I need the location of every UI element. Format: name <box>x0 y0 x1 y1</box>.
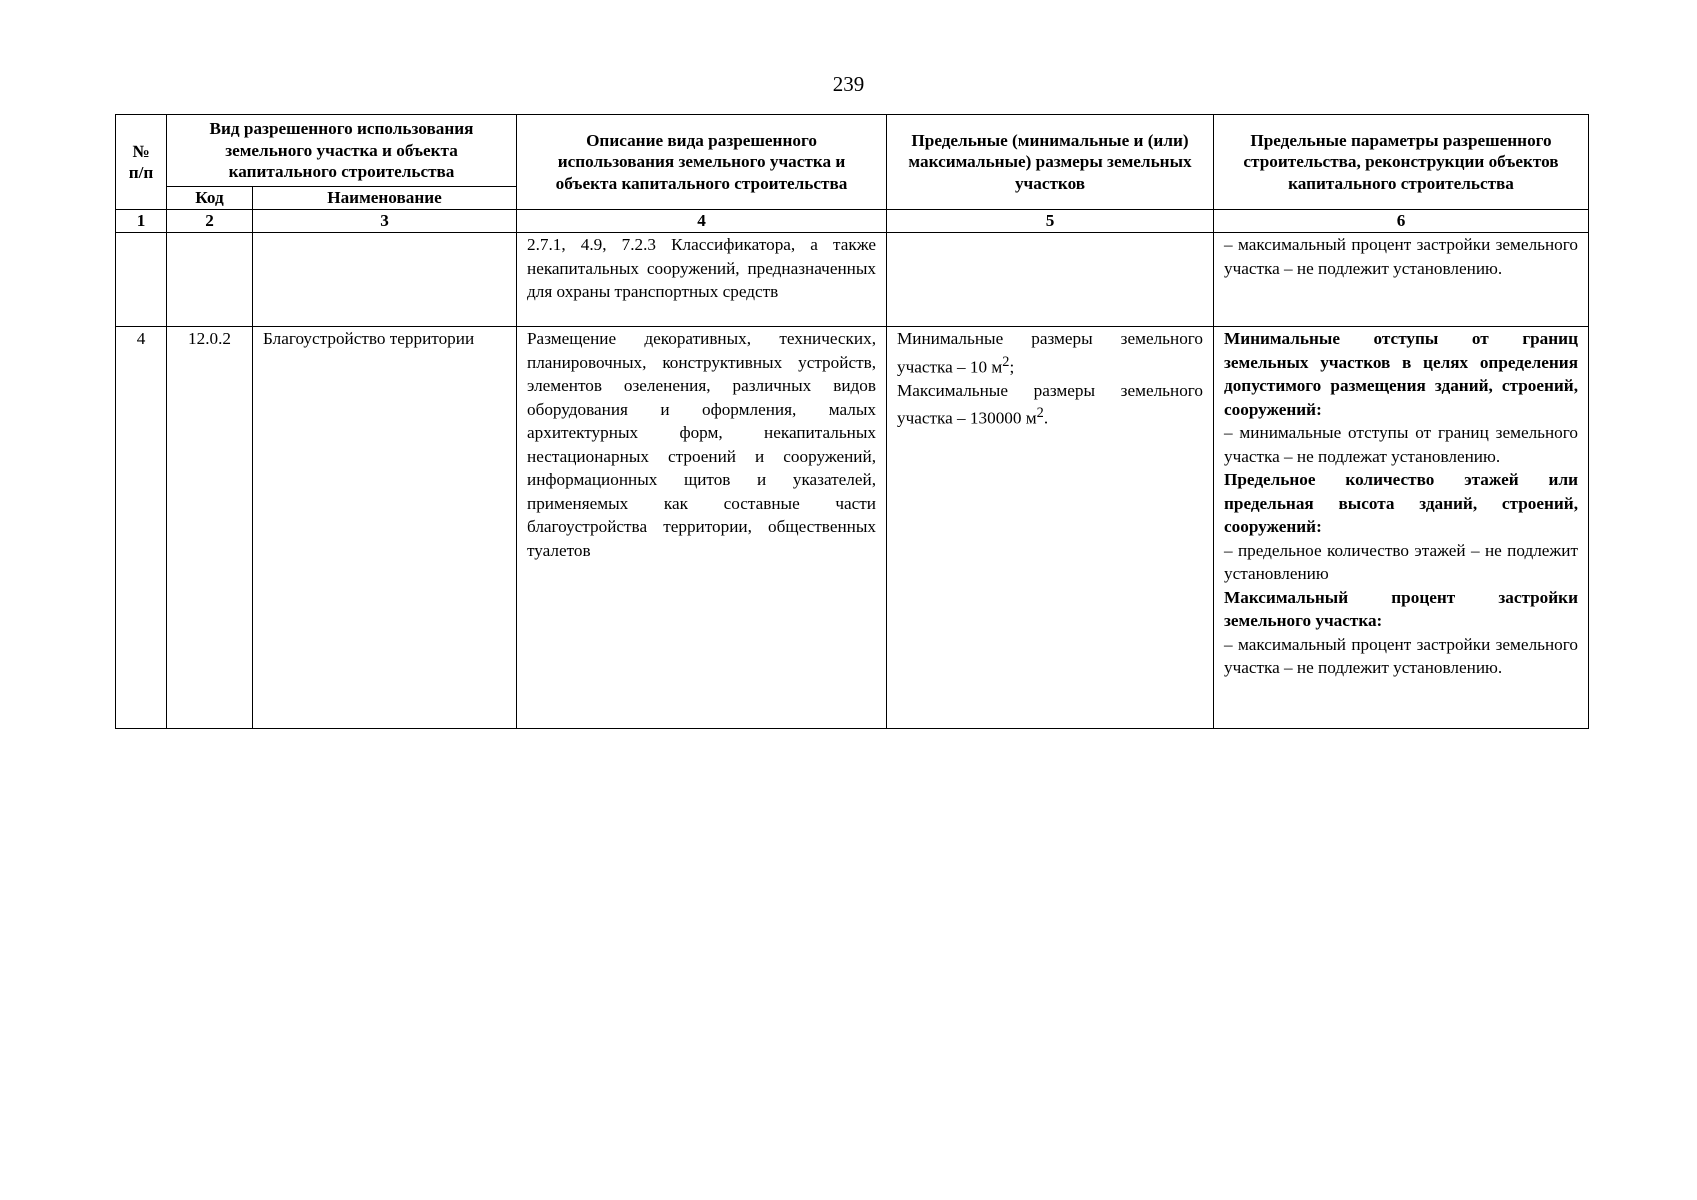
column-number: 4 <box>517 210 887 233</box>
header-opisanie: Описание вида разрешенного использования земельного участка и объекта капитального строительства <box>517 115 887 210</box>
cell-parametry <box>1214 233 1589 327</box>
param-line: – максимальный процент застройки земельного участка – не подлежит установлению. <box>1224 634 1578 677</box>
cell-razmery <box>887 233 1214 327</box>
param-heading: Предельное количество этажей или предельная высота зданий, строений, сооружений: <box>1224 470 1578 536</box>
page-number: 239 <box>832 72 865 96</box>
table-row <box>116 233 1589 327</box>
min-size-text: Минимальные размеры земельного участка – 10 $м^2$; <box>897 329 1203 377</box>
cell-num: 4 <box>116 327 167 729</box>
column-numbers-row <box>116 210 1589 233</box>
header-parametry: Предельные параметры разрешенного строительства, реконструкции объектов капитального строительства <box>1214 115 1589 210</box>
header-razmery: Предельные (минимальные и (или) максимальные) размеры земельных участков <box>887 115 1214 210</box>
param-line: – максимальный процент застройки земельного участка – не подлежит установлению. <box>1224 235 1578 278</box>
column-number: 2 <box>167 210 253 233</box>
column-number: 5 <box>887 210 1214 233</box>
header-naim: Наименование <box>253 187 517 210</box>
cell-parametry <box>1214 327 1589 729</box>
cell-naim <box>253 233 517 327</box>
cell-naim: Благоустройство территории <box>253 327 517 729</box>
header-num: № п/п <box>116 115 167 210</box>
column-number: 6 <box>1214 210 1589 233</box>
cell-razmery <box>887 327 1214 729</box>
column-number: 3 <box>253 210 517 233</box>
param-heading: Минимальные отступы от границ земельных участков в целях определения допустимого размещения зданий, строений, сооружений: <box>1224 329 1578 419</box>
header-vid: Вид разрешенного использования земельного участка и объекта капитального строительства <box>167 115 517 187</box>
cell-kod <box>167 233 253 327</box>
max-size-text: Максимальные размеры земельного участка – 130000 $м^2$. <box>897 380 1203 428</box>
column-number: 1 <box>116 210 167 233</box>
table-row <box>116 327 1589 729</box>
param-line: – предельное количество этажей – не подлежит установлению <box>1224 540 1578 583</box>
param-line: – минимальные отступы от границ земельного участка – не подлежат установлению. <box>1224 423 1578 466</box>
cell-opisanie: Размещение декоративных, технических, планировочных, конструктивных устройств, элементов озеленения, различных видов оборудования и оформления, малых архитектурных форм, некапитальных нестационарных строений и сооружений, информационных щитов и указателей, применяемых как составные части благоустройства территории, общественных туалетов <box>517 327 887 729</box>
regulations-table <box>115 114 1589 729</box>
header-kod: Код <box>167 187 253 210</box>
cell-kod: 12.0.2 <box>167 327 253 729</box>
param-heading: Максимальный процент застройки земельного участка: <box>1224 587 1578 630</box>
cell-num <box>116 233 167 327</box>
cell-opisanie: 2.7.1, 4.9, 7.2.3 Классификатора, а также некапитальных сооружений, предназначенных для охраны транспортных средств <box>517 233 887 327</box>
